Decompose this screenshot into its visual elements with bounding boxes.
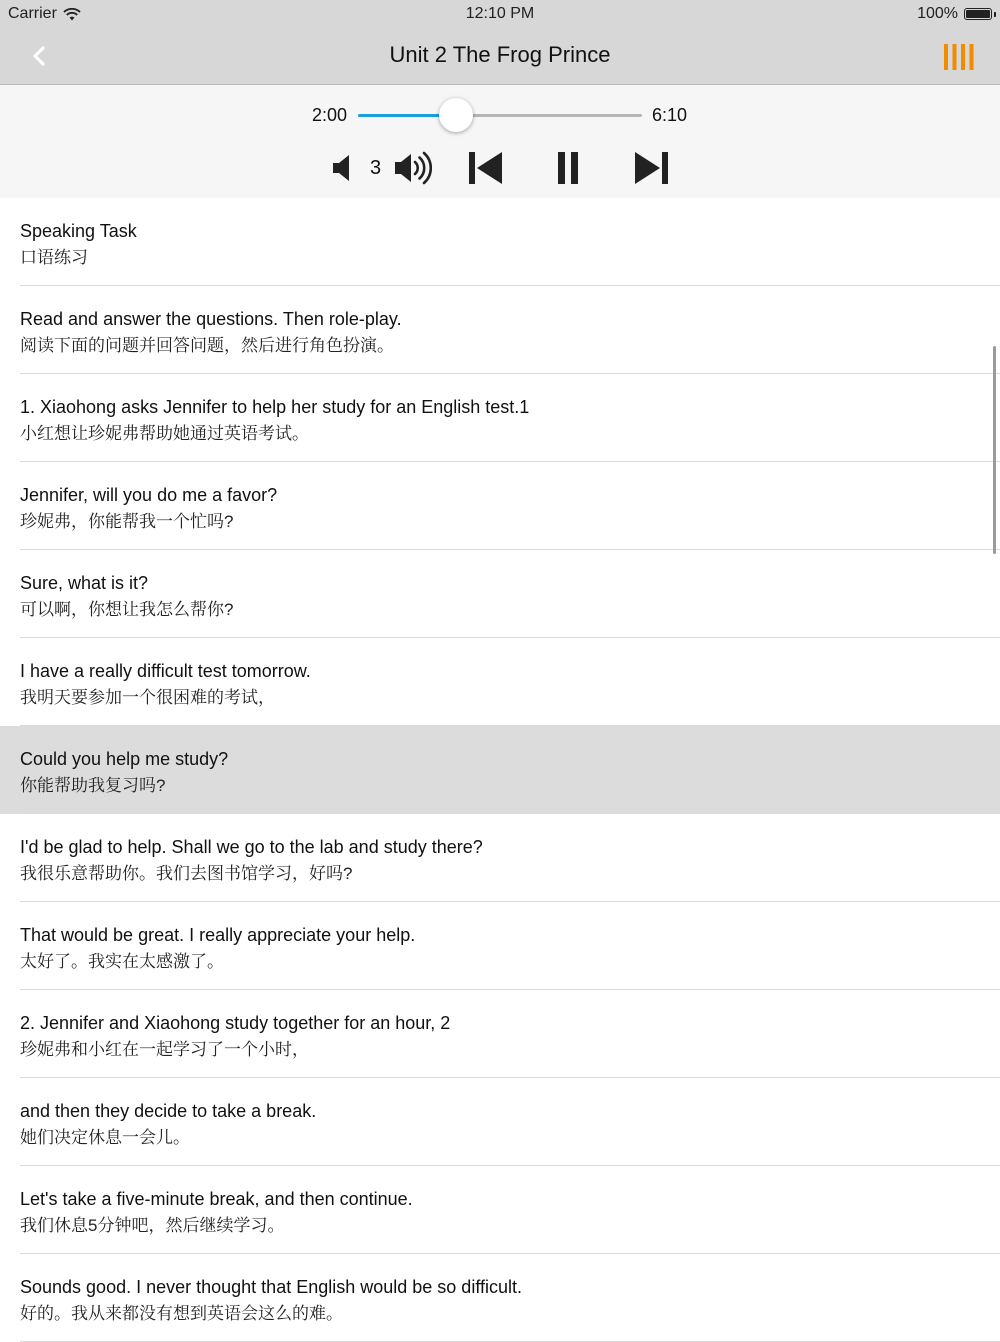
sentence-chinese: 你能帮助我复习吗? <box>20 776 166 795</box>
volume-up-icon[interactable] <box>394 151 434 185</box>
transcript-row[interactable] <box>0 638 1000 726</box>
sentence-english: Could you help me study? <box>20 749 229 769</box>
sentence-chinese: 珍妮弗，你能帮我一个忙吗? <box>20 512 234 531</box>
battery-percent: 100% <box>917 5 958 22</box>
volume-down-icon[interactable] <box>332 154 354 182</box>
navigation-bar <box>0 28 1000 85</box>
sentence-chinese: 我明天要参加一个很困难的考试， <box>20 688 275 707</box>
sentence-chinese: 阅读下面的问题并回答问题，然后进行角色扮演。 <box>20 336 394 355</box>
sentence-chinese: 口语练习 <box>20 248 88 267</box>
transcript-list <box>0 198 1000 1342</box>
sentence-chinese: 我们休息5分钟吧，然后继续学习。 <box>20 1216 285 1235</box>
progress-slider[interactable] <box>358 114 642 117</box>
sentence-english: Read and answer the questions. Then role-play. <box>20 309 402 329</box>
sentence-english: I'd be glad to help. Shall we go to the lab and study there? <box>20 837 483 857</box>
sentence-english: Jennifer, will you do me a favor? <box>20 485 278 505</box>
previous-track-icon[interactable] <box>468 151 504 185</box>
transcript-row[interactable] <box>0 726 1000 814</box>
carrier-label: Carrier <box>8 5 57 22</box>
battery-info <box>917 5 992 23</box>
transcript-row[interactable] <box>0 1166 1000 1254</box>
sentence-english: Sure, what is it? <box>20 573 149 593</box>
battery-icon <box>964 8 992 20</box>
sentence-english: 1. Xiaohong asks Jennifer to help her study for an English test.1 <box>20 397 530 417</box>
sentence-chinese: 小红想让珍妮弗帮助她通过英语考试。 <box>20 424 309 443</box>
playlist-menu-icon[interactable] <box>944 44 974 70</box>
audio-player <box>0 85 1000 198</box>
transcript-row[interactable] <box>0 814 1000 902</box>
sentence-chinese: 太好了。我实在太感激了。 <box>20 952 224 971</box>
sentence-english: 2. Jennifer and Xiaohong study together for an hour, 2 <box>20 1013 451 1033</box>
transcript-row[interactable] <box>0 1078 1000 1166</box>
sentence-english: Speaking Task <box>20 221 137 241</box>
progress-knob[interactable] <box>439 98 473 132</box>
sentence-chinese: 可以啊，你想让我怎么帮你? <box>20 600 234 619</box>
sentence-chinese: 好的。我从来都没有想到英语会这么的难。 <box>20 1304 343 1323</box>
transcript-row[interactable] <box>0 550 1000 638</box>
transcript-row[interactable] <box>0 990 1000 1078</box>
current-time: 2:00 <box>312 105 348 125</box>
volume-level: 3 <box>370 157 382 179</box>
transcript-row[interactable] <box>0 198 1000 286</box>
sentence-chinese: 我很乐意帮助你。我们去图书馆学习，好吗? <box>20 864 353 883</box>
scroll-indicator[interactable] <box>993 346 996 554</box>
sentence-english: Let's take a five-minute break, and then continue. <box>20 1189 413 1209</box>
status-time: 12:10 PM <box>465 5 535 22</box>
transcript-row[interactable] <box>0 1254 1000 1342</box>
page-title: Unit 2 The Frog Prince <box>389 42 611 67</box>
pause-icon[interactable] <box>556 151 580 185</box>
transcript-row[interactable] <box>0 462 1000 550</box>
sentence-chinese: 珍妮弗和小红在一起学习了一个小时， <box>20 1040 309 1059</box>
transcript-row[interactable] <box>0 374 1000 462</box>
sentence-chinese: 她们决定休息一会儿。 <box>20 1128 190 1147</box>
total-time: 6:10 <box>652 105 688 125</box>
next-track-icon[interactable] <box>633 151 669 185</box>
transcript-row[interactable] <box>0 902 1000 990</box>
sentence-english: That would be great. I really appreciate your help. <box>20 925 416 945</box>
status-bar <box>0 0 1000 28</box>
sentence-english: Sounds good. I never thought that English would be so difficult. <box>20 1277 523 1297</box>
sentence-english: and then they decide to take a break. <box>20 1101 317 1121</box>
sentence-english: I have a really difficult test tomorrow. <box>20 661 311 681</box>
transcript-row[interactable] <box>0 286 1000 374</box>
